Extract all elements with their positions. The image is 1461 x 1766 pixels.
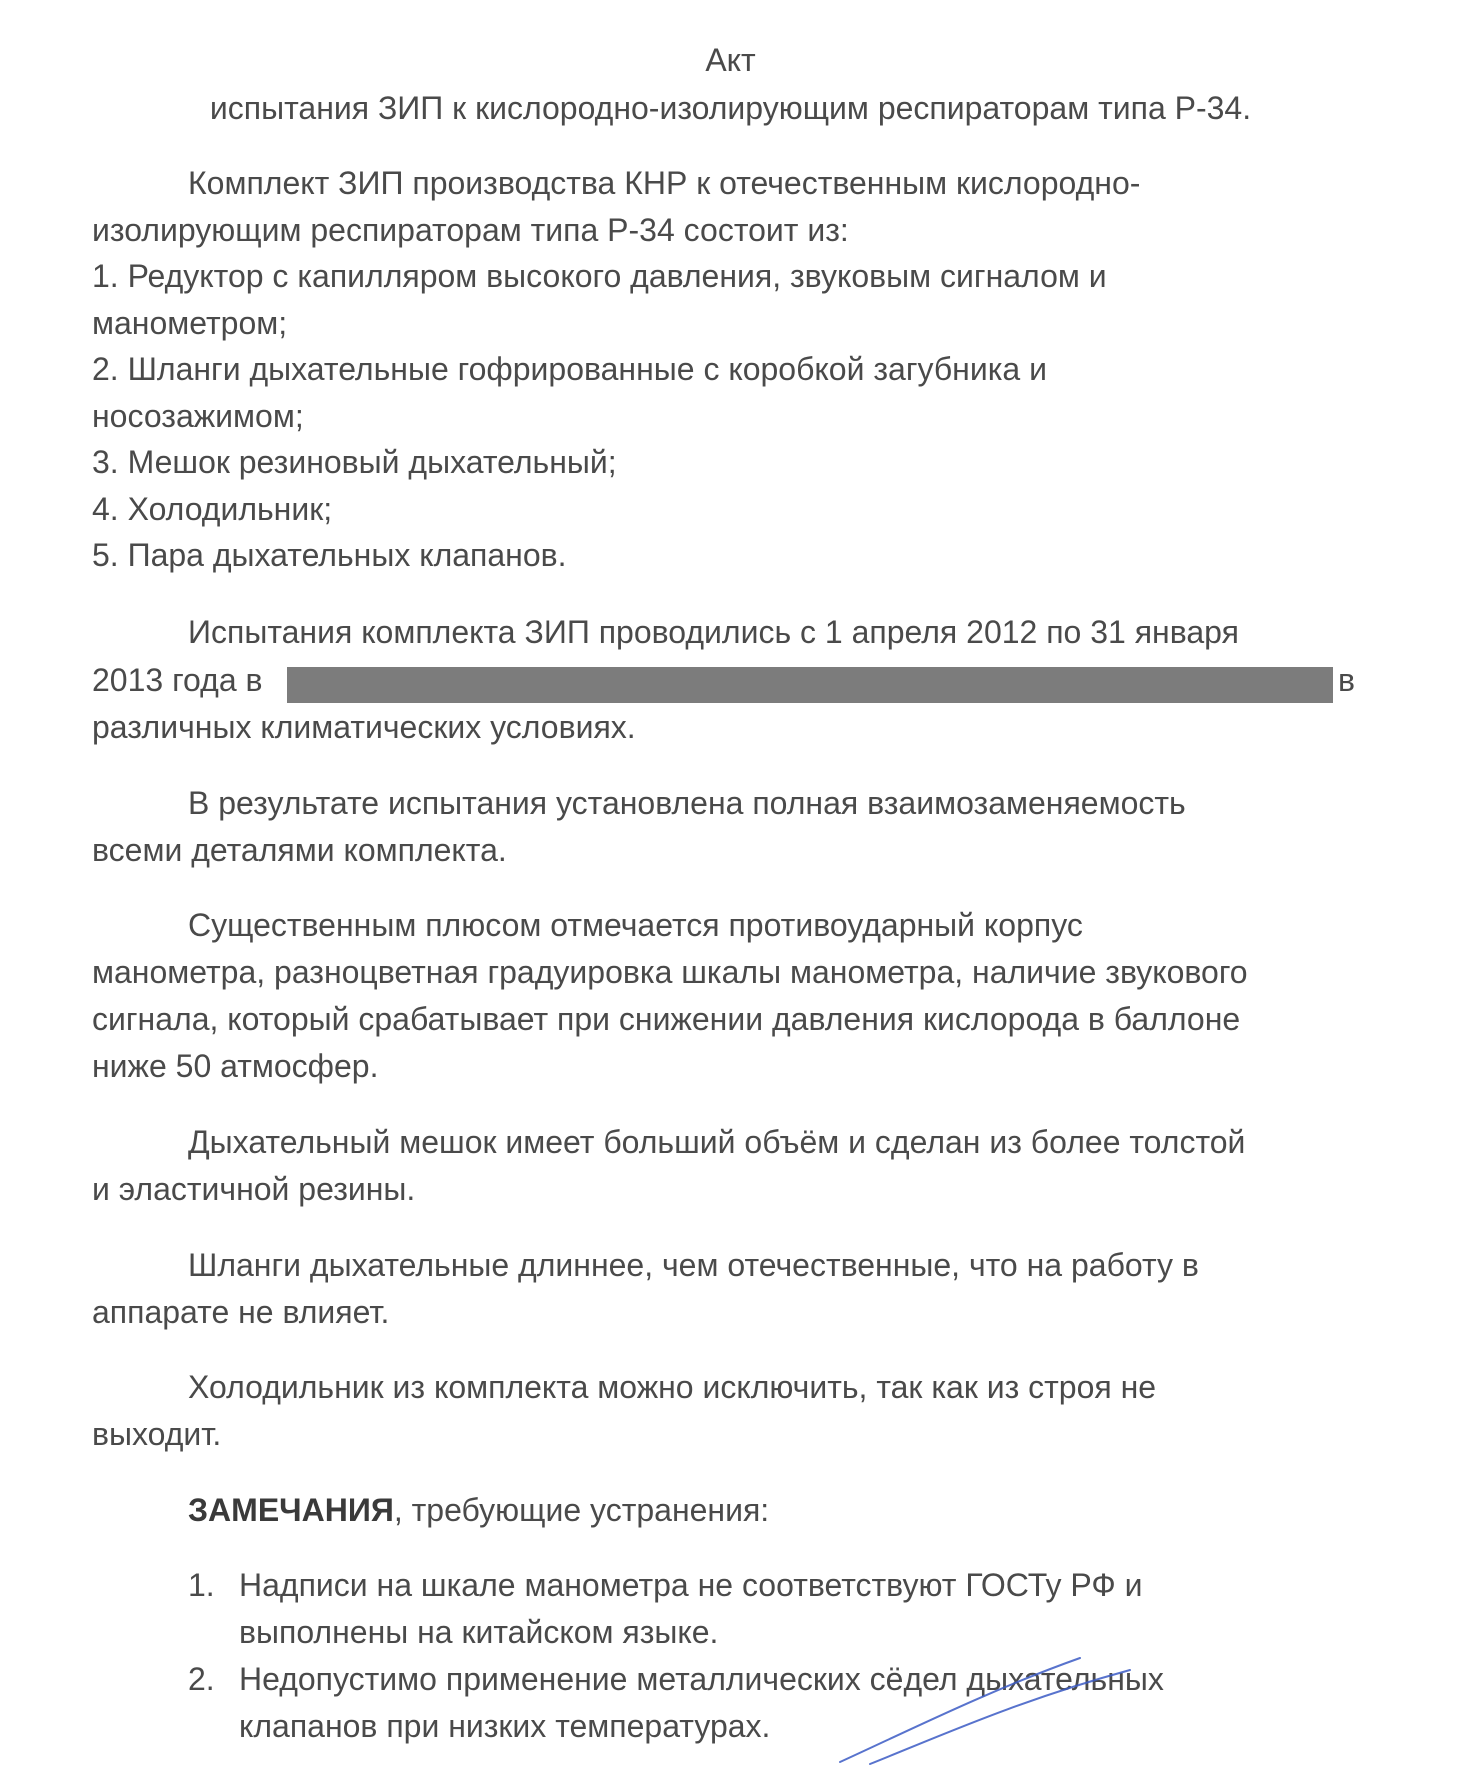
testing-line-1: Испытания комплекта ЗИП проводились с 1 апреля 2012 по 31 января: [188, 614, 1239, 650]
testing-line-2-end: в: [1338, 662, 1355, 698]
component-item-2: 2. Шланги дыхательные гофрированные с коробкой загубника и: [92, 351, 1047, 387]
component-item-4: 4. Холодильник;: [92, 491, 333, 527]
testing-line-2-start: 2013 года в: [92, 662, 263, 698]
document-subtitle: испытания ЗИП к кислородно-изолирующим респираторам типа Р-34.: [209, 90, 1252, 126]
component-item-3: 3. Мешок резиновый дыхательный;: [92, 444, 617, 480]
intro-line-1: Комплект ЗИП производства КНР к отечественным кислородно-: [188, 165, 1141, 201]
advantage-line-3: сигнала, который срабатывает при снижении давления кислорода в баллоне: [92, 1001, 1241, 1037]
remark-2-line-1: Недопустимо применение металлических сёдел дыхательных: [239, 1661, 1164, 1697]
remark-1-number: 1.: [188, 1567, 215, 1603]
component-item-5: 5. Пара дыхательных клапанов.: [92, 537, 567, 573]
component-item-1-cont: манометром;: [92, 305, 288, 341]
component-item-2-cont: носозажимом;: [92, 398, 304, 434]
advantage-line-1: Существенным плюсом отмечается противоударный корпус: [188, 907, 1083, 943]
cooler-line-2: выходит.: [92, 1416, 222, 1452]
remarks-heading: [188, 1490, 769, 1530]
remarks-heading-rest: , требующие устранения:: [393, 1492, 770, 1528]
cooler-line-1: Холодильник из комплекта можно исключить, так как из строя не: [188, 1369, 1157, 1405]
remarks-heading-bold: ЗАМЕЧАНИЯ: [188, 1492, 394, 1528]
bag-line-1: Дыхательный мешок имеет больший объём и сделан из более толстой: [188, 1124, 1246, 1160]
intro-line-2: изолирующим респираторам типа Р-34 состоит из:: [92, 212, 849, 248]
testing-line-3: различных климатических условиях.: [92, 709, 636, 745]
advantage-line-2: манометра, разноцветная градуировка шкалы манометра, наличие звукового: [92, 954, 1248, 990]
advantage-line-4: ниже 50 атмосфер.: [92, 1048, 379, 1084]
document-title: Акт: [705, 42, 756, 78]
bag-line-2: и эластичной резины.: [92, 1171, 416, 1207]
remark-2-number: 2.: [188, 1661, 215, 1697]
result-line-1: В результате испытания установлена полная взаимозаменяемость: [188, 785, 1186, 821]
result-line-2: всеми деталями комплекта.: [92, 832, 507, 868]
component-item-1: 1. Редуктор с капилляром высокого давления, звуковым сигналом и: [92, 258, 1107, 294]
hoses-line-2: аппарате не влияет.: [92, 1294, 390, 1330]
hoses-line-1: Шланги дыхательные длиннее, чем отечественные, что на работу в: [188, 1247, 1199, 1283]
signature-stroke: [830, 1650, 1150, 1766]
remark-1-line-1: Надписи на шкале манометра не соответствуют ГОСТу РФ и: [239, 1567, 1143, 1603]
remark-2-line-2: клапанов при низких температурах.: [239, 1708, 771, 1744]
remark-1-line-2: выполнены на китайском языке.: [239, 1614, 719, 1650]
redaction-bar: [287, 667, 1333, 703]
